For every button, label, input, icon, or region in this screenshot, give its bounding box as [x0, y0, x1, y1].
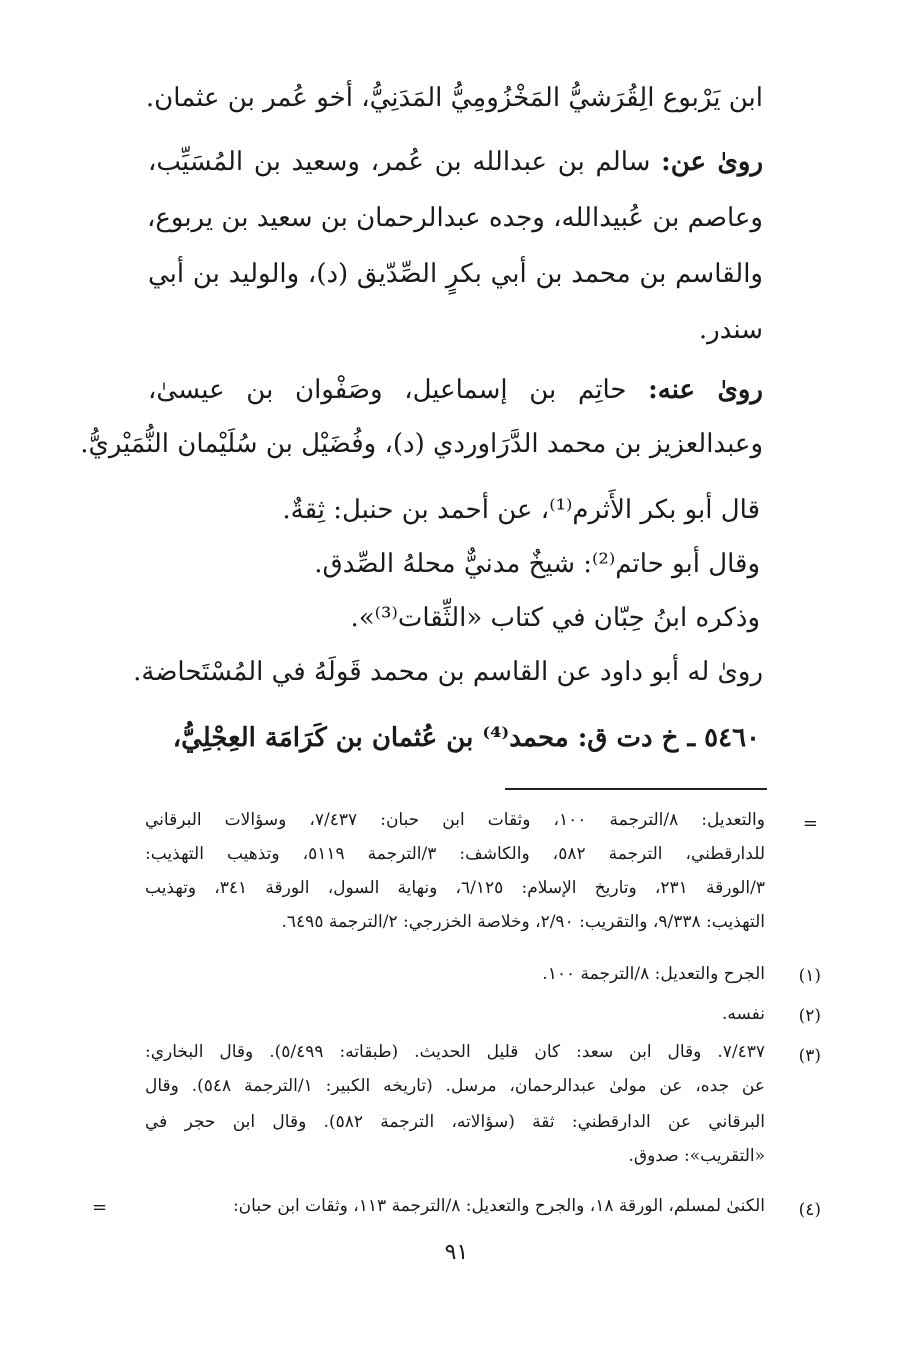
footnote-1-number: (١) [798, 966, 821, 986]
rawa-an-text-1: سالم بن عبدالله بن عُمر، وسعيد بن المُسَيِّب، [148, 147, 651, 177]
page-number: ٩١ [444, 1240, 469, 1265]
footnote-3-number: (٣) [798, 1046, 821, 1066]
footnote-4-continuation-mark: = [92, 1197, 108, 1218]
rawa-anhu-line-2: وعبدالعزيز بن محمد الدَّرَاوردي (د)، وفُضَيْل بن سُلَيْمان النُّمَيْريُّ. [80, 429, 763, 459]
footnote-3-line: ٧/٤٣٧. وقال ابن سعد: كان قليل الحديث. (طبقاته: ٥/٤٩٩). وقال البخاري: [145, 1042, 765, 1062]
footnote-4-text: الكنىٰ لمسلم، الورقة ١٨، والجرح والتعديل: ٨/الترجمة ١١٣، وثقات ابن حبان: [232, 1196, 765, 1216]
quote-abu-dawud: روىٰ له أبو داود عن القاسم بن محمد قَولَهُ في المُسْتَحاضة. [133, 657, 763, 687]
rawa-an-line-1 [148, 142, 763, 182]
rawa-anhu-text-1: حاتِم بن إسماعيل، وصَفْوان بن عيسىٰ، [148, 375, 627, 405]
body-line-1: ابن يَرْبوع الِقُرَشيُّ المَخْزُومِيُّ المَدَنِيُّ، أخو عُمر بن عثمان. [145, 83, 763, 113]
footnote-cont-line: ٣/الورقة ٢٣١، وتاريخ الإسلام: ٦/١٢٥، ونهاية السول، الورقة ٣٤١، وتهذيب [145, 878, 766, 898]
rawa-an-line-4: سندر. [698, 315, 763, 345]
footnote-cont-line: والتعديل: ٨/الترجمة ١٠٠، وثقات ابن حبان: ٧/٤٣٧، وسؤالات البرقاني [145, 810, 765, 830]
footnote-4-number: (٤) [798, 1200, 821, 1220]
rawa-an-line-2: وعاصم بن عُبيدالله، وجده عبدالرحمان بن سعيد بن يربوع، [146, 203, 763, 233]
footnote-3-line: البرقاني عن الدارقطني: ثقة (سؤالاته، الترجمة ٥٨٢). وقال ابن حجر في [145, 1112, 766, 1132]
rawa-an-line-3: والقاسم بن محمد بن أبي بكرٍ الصِّدّيق (د)، والوليد بن أبي [148, 259, 763, 289]
footnote-continuation-mark: = [802, 813, 818, 834]
footnote-2-text: نفسه. [721, 1004, 765, 1024]
rawa-anhu-label: روىٰ عنه: [648, 375, 763, 405]
rawa-anhu-line-1 [148, 370, 763, 410]
footnote-cont-line: للدارقطني، الترجمة ٥٨٢، والكاشف: ٣/الترجمة ٥١١٩، وتذهيب التهذيب: [145, 844, 766, 864]
footnote-cont-line: التهذيب: ٩/٣٣٨، والتقريب: ٢/٩٠، وخلاصة الخزرجي: ٢/الترجمة ٦٤٩٥. [281, 912, 765, 932]
footnote-3-line: «التقريب»: صدوق. [628, 1146, 765, 1166]
quote-ibn-hibban: وذكره ابنُ حِبّان في كتاب «الثِّقات⁽³⁾». [350, 603, 760, 633]
footnote-2-number: (٢) [798, 1006, 821, 1026]
rawa-an-label: روىٰ عن: [661, 147, 763, 177]
quote-abu-hatim: وقال أبو حاتم⁽²⁾: شيخٌ مدنيٌّ محلهُ الصِّدق. [314, 549, 760, 579]
footnote-separator [505, 788, 767, 790]
footnote-1-text: الجرح والتعديل: ٨/الترجمة ١٠٠. [542, 964, 765, 984]
quote-athram: قال أبو بكر الأَثرم⁽¹⁾، عن أحمد بن حنبل: ثِقةٌ. [282, 495, 760, 525]
entry-heading: ٥٤٦٠ ـ خ دت ق: محمد⁽⁴⁾ بن عُثمان بن كَرَامَة العِجْلِيُّ، [172, 723, 760, 753]
footnote-3-line: عن جده، عن مولىٰ عبدالرحمان، مرسل. (تاريخه الكبير: ١/الترجمة ٥٤٨). وقال [145, 1076, 766, 1096]
